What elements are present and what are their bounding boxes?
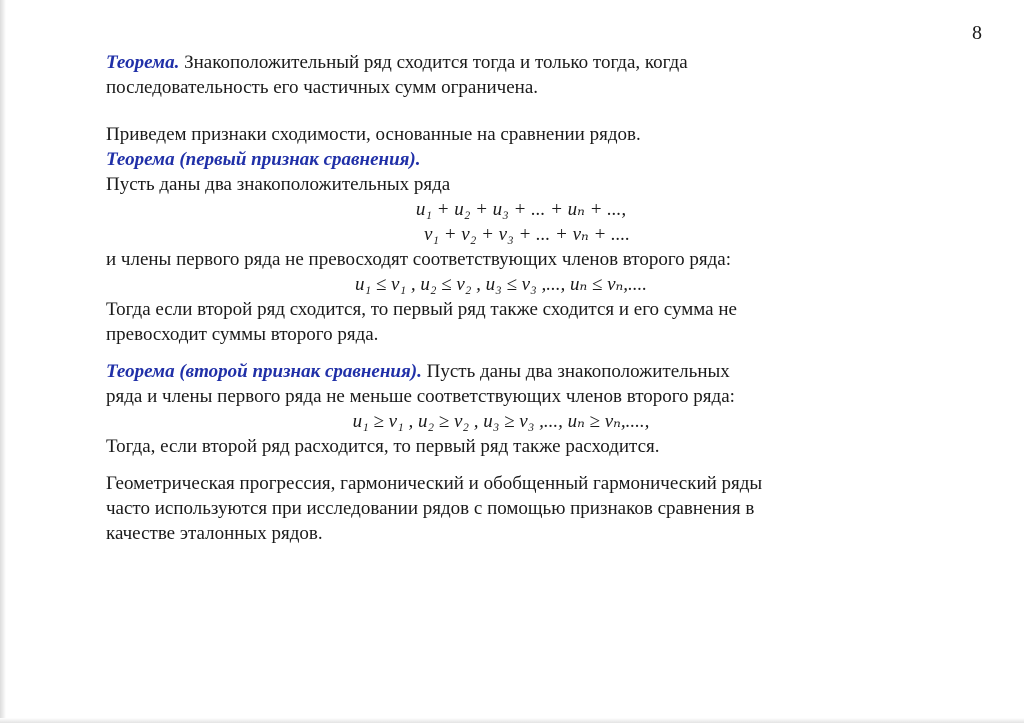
- theorem-text-line2: последовательность его частичных сумм ограничена.: [106, 77, 539, 98]
- first-comparison-line1: Пусть даны два знакоположительных ряда: [106, 174, 451, 195]
- first-comparison-line4: превосходит суммы второго ряда.: [106, 324, 379, 345]
- inequality-ge-formula: u₁ ≥ v₁ , u₂ ≥ v₂ , u₃ ≥ v₃ ,..., uₙ ≥ vₙ,....,: [352, 411, 650, 432]
- intro-paragraph: [106, 122, 896, 147]
- second-comparison-label: Теорема (второй признак сравнения).: [106, 361, 422, 382]
- first-comparison-line2: и члены первого ряда не превосходят соответствующих членов второго ряда:: [106, 249, 732, 270]
- second-comparison-line1: Пусть даны два знакоположительных: [421, 361, 730, 382]
- theorem-label: Теорема.: [106, 52, 180, 73]
- reference-line2: часто используются при исследовании рядов с помощью признаков сравнения в: [106, 498, 755, 519]
- theorem-paragraph: [106, 50, 896, 100]
- first-comparison-line3: Тогда если второй ряд сходится, то первый ряд также сходится и его сумма не: [106, 299, 737, 320]
- slide-content: [106, 50, 896, 546]
- second-comparison-line2: ряда и члены первого ряда не меньше соответствующих членов второго ряда:: [106, 386, 735, 407]
- page-number: 8: [972, 22, 982, 44]
- inequality-le-formula: u₁ ≤ v₁ , u₂ ≤ v₂ , u₃ ≤ v₃ ,..., uₙ ≤ vₙ,....: [355, 274, 647, 295]
- first-comparison-theorem: [106, 147, 896, 197]
- reference-line3: качестве эталонных рядов.: [106, 523, 323, 544]
- reference-line1: Геометрическая прогрессия, гармонический и обобщенный гармонический ряды: [106, 473, 763, 494]
- second-comparison-theorem: [106, 359, 896, 409]
- theorem-text-line1: Знакоположительный ряд сходится тогда и только тогда, когда: [179, 52, 688, 73]
- second-comparison-line3: Тогда, если второй ряд расходится, то первый ряд также расходится.: [106, 436, 660, 457]
- first-comparison-conclusion: [106, 297, 896, 347]
- series-v-formula: v₁ + v₂ + v₃ + ... + vₙ + ....: [423, 224, 631, 245]
- reference-series-paragraph: [106, 471, 896, 546]
- left-edge-shadow: [0, 0, 6, 723]
- first-comparison-label: Теорема (первый признак сравнения).: [106, 149, 421, 170]
- bottom-edge-shadow: [0, 718, 1024, 723]
- first-comparison-condition: [106, 247, 896, 272]
- second-comparison-conclusion: [106, 434, 896, 459]
- series-u-formula: u₁ + u₂ + u₃ + ... + uₙ + ...,: [415, 199, 627, 220]
- intro-text: Приведем признаки сходимости, основанные на сравнении рядов.: [106, 124, 641, 145]
